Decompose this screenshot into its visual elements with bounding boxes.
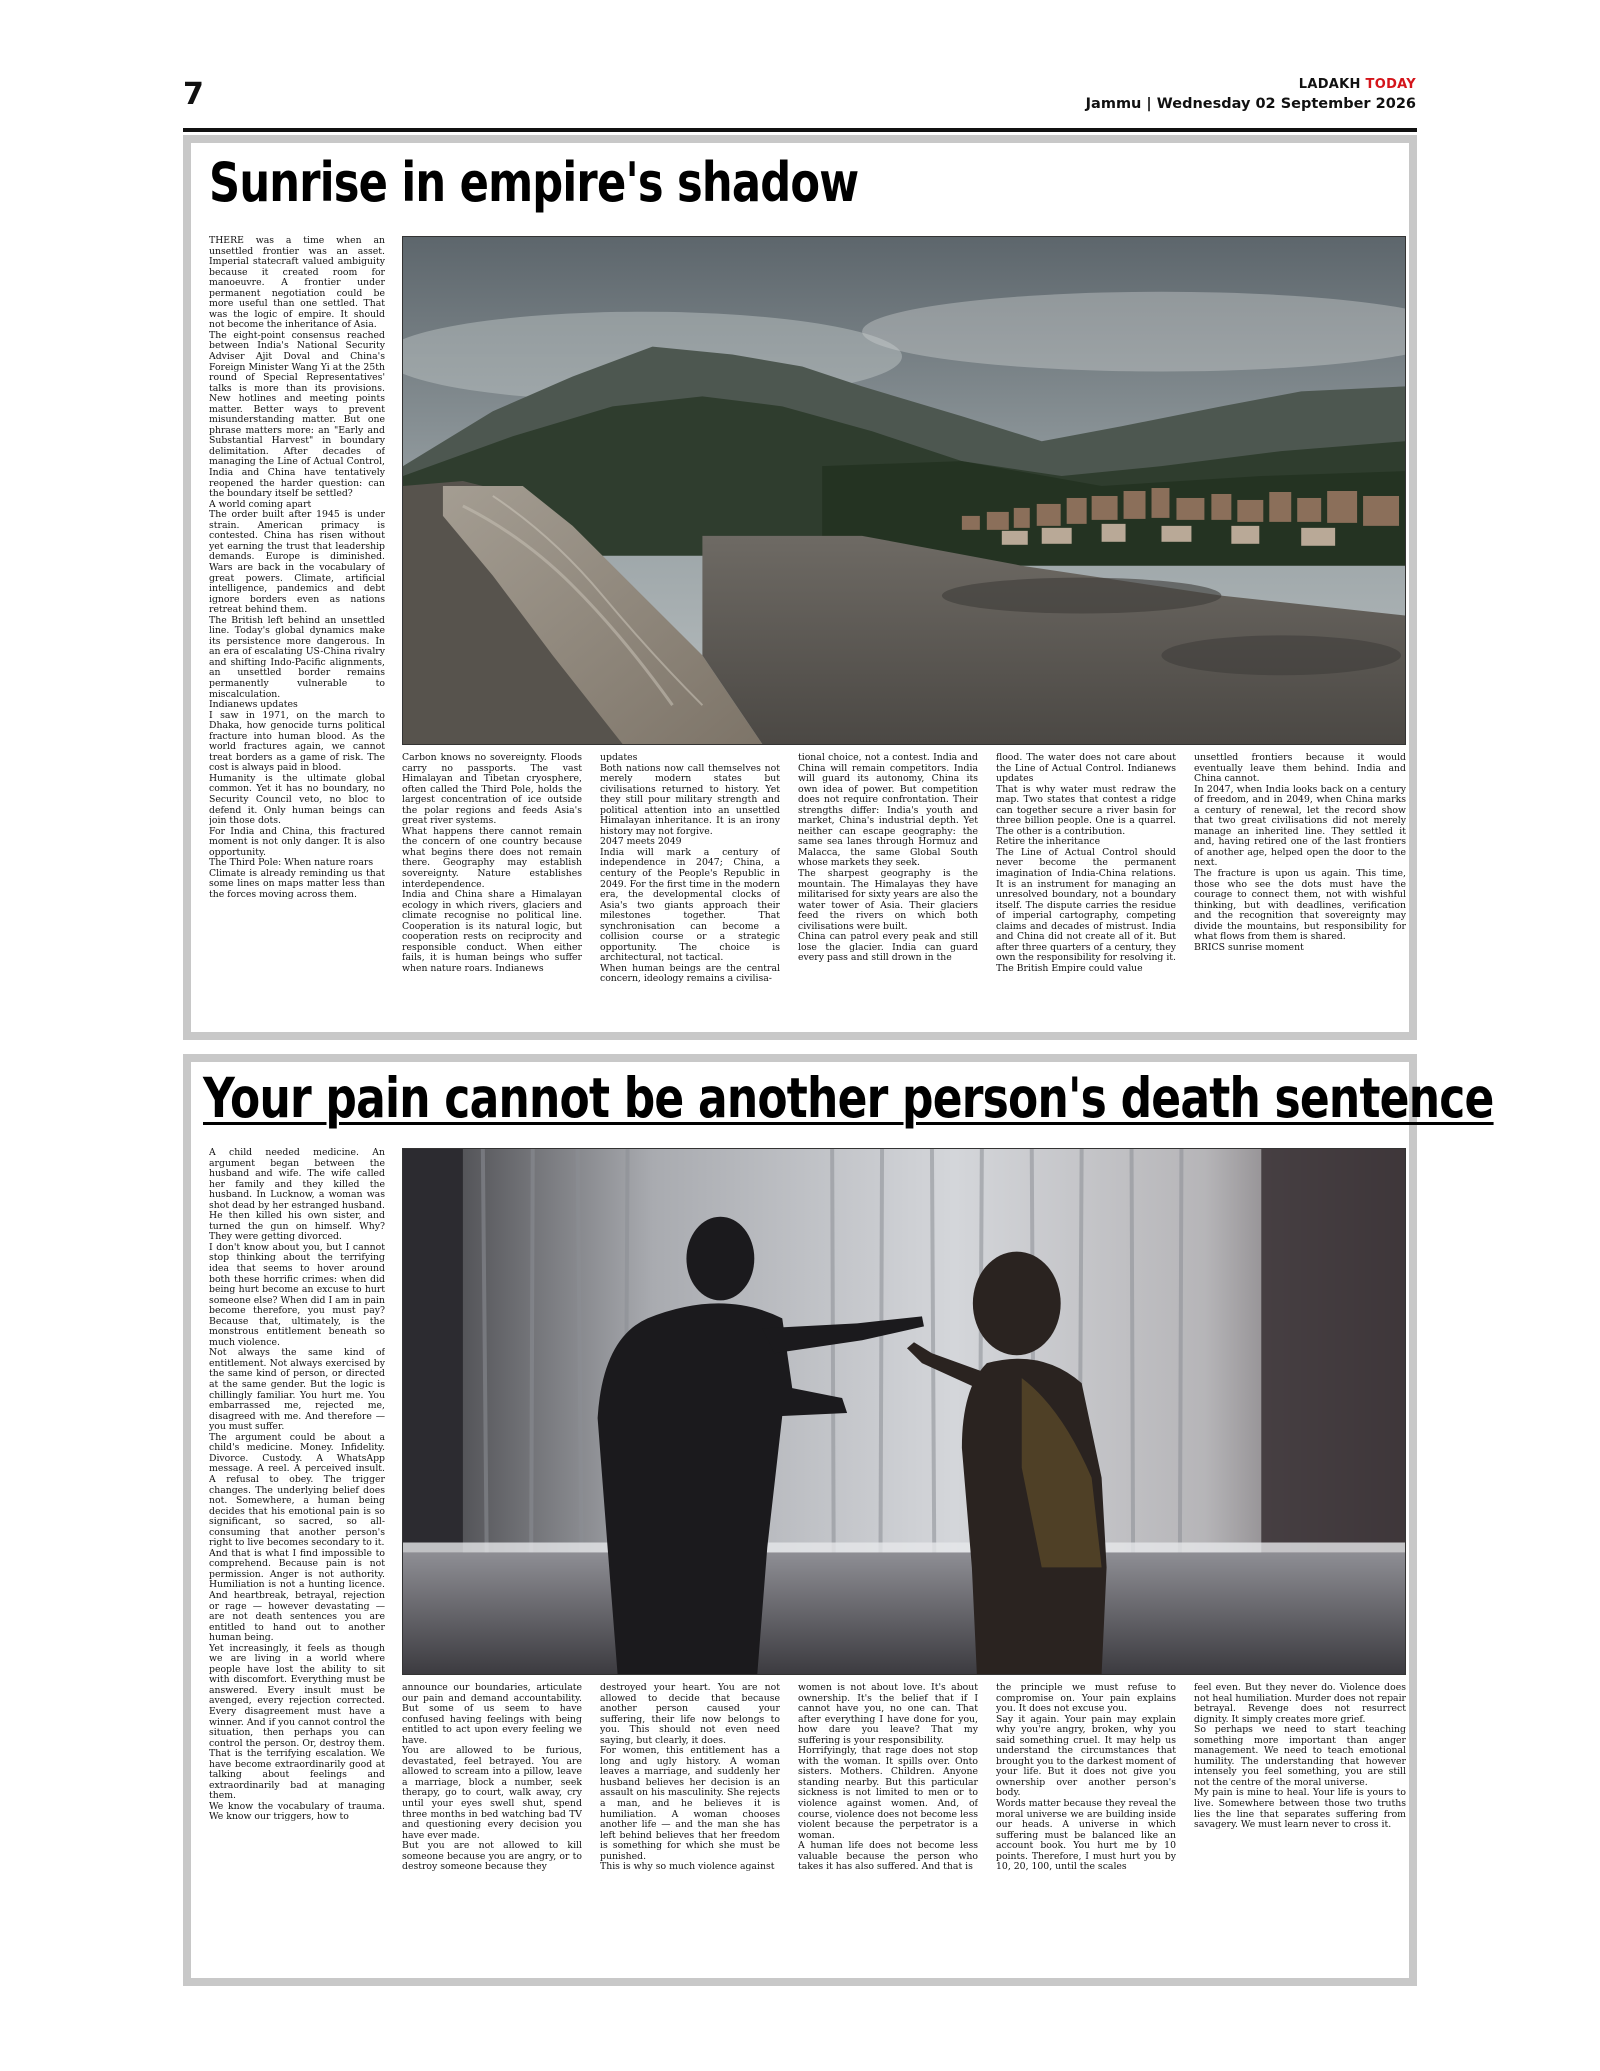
paragraph: The sharpest geography is the mountain. The Himalayas they have militarised for sixty years are also the water tower of Asia. Their glaciers feed the rivers on which both civilisations were built.	[798, 868, 978, 932]
paragraph: Indianews updates	[209, 699, 298, 711]
paragraph: BRICS sunrise moment	[1194, 941, 1304, 953]
paragraph: the principle we must refuse to compromise on. Your pain explains you. It does not excuse you.	[996, 1683, 1176, 1715]
paragraph: Yet increasingly, it feels as though we are living in a world where people have lost the ability to sit with discomfort. Everything must be answered. Every insult must be avenged, every rejection corrected. Every disagreement must have a winner. And if you cannot control the situation, then perhaps you can control the person. Or, destroy them. That is the terrifying escalation. We have become extraordinarily good at talking about feelings and extraordinarily bad at managing them.	[209, 1642, 385, 1802]
paragraph: women is not about love. It's about ownership. It's the belief that if I cannot have you, no one can. That after everything I have done for you, how dare you leave? That my suffering is your responsibility.	[798, 1683, 978, 1746]
paragraph: In 2047, when India looks back on a century of freedom, and in 2049, when China marks a century of renewal, let the record show that two great civilisations did not merely manage an inherited line. They settled it and, having retired one of the last frontiers of another age, helped open the door to the next.	[1194, 783, 1406, 869]
paragraph: China can patrol every peak and still lose the glacier. India can guard every pass and still drown in the	[798, 931, 978, 964]
paragraph: And that is what I find impossible to comprehend. Because pain is not permission. Anger is not authority. Humiliation is not a hunting licence. And heartbreak, betrayal, rejection or rage — however devastating — are not death sentences you are entitled to hand out to another human being.	[209, 1547, 385, 1644]
paragraph: announce our boundaries, articulate our pain and demand accountability. But some of us seem to have confused having feelings with being entitled to act upon every feeling we have.	[402, 1683, 582, 1746]
article-sunrise-column-5	[996, 753, 1176, 1030]
masthead	[1086, 76, 1416, 114]
paragraph: Not always the same kind of entitlement. Not always exercised by the same kind of person, or directed at the same gender. But the logic is chillingly familiar. You hurt me. You embarrassed me, rejected me, disagreed with me. And therefore — you must suffer.	[209, 1347, 385, 1433]
header-rule	[183, 128, 1417, 132]
paragraph: Horrifyingly, that rage does not stop with the woman. It spills over. Onto sisters. Mothers. Children. Anyone standing nearby. But this particular sickness is not limited to men or to violence against women. And, of course, violence does not become less violent because the perpetrator is a woman.	[798, 1745, 978, 1841]
article-pain-column-3	[600, 1683, 780, 1976]
paper-name-accent: TODAY	[1365, 77, 1416, 92]
paragraph: What happens there cannot remain the concern of one country because what begins there does not remain there. Geography may establish sovereignty. Nature establishes interdependence.	[402, 825, 582, 890]
paragraph: Say it again. Your pain may explain why you're angry, broken, why you said something cruel. It may help us understand the circumstances that brought you to the darkest moment of your life. But it does not give you ownership over another person's body.	[996, 1713, 1176, 1799]
paragraph: The British left behind an unsettled line. Today's global dynamics make its persistence more dangerous. In an era of escalating US-China rivalry and shifting Indo-Pacific alignments, an unsettled border remains permanently vulnerable to miscalculation.	[209, 614, 385, 700]
paragraph: Humanity is the ultimate global common. Yet it has no boundary, no Security Council veto, no bloc to defend it. Only human beings can join those dots.	[209, 772, 385, 827]
paragraph: India and China share a Himalayan ecology in which rivers, glaciers and climate recognise no political line. Cooperation is its natural logic, but cooperation rests on reciprocity and responsible conduct. When either fails, it is human beings who suffer when nature roars. Indianews	[402, 889, 582, 974]
article-sunrise-column-6	[1194, 753, 1406, 1030]
paragraph: A child needed medicine. An argument began between the husband and wife. The wife called her family and they killed the husband. In Lucknow, a woman was shot dead by her estranged husband. He then killed his own sister, and turned the gun on himself. Why? They were getting divorced.	[209, 1148, 385, 1243]
article-pain-headline: Your pain cannot be another person's death sentence	[203, 1066, 1494, 1130]
paragraph: THERE was a time when an unsettled frontier was an asset. Imperial statecraft valued ambiguity because it created room for manoeuvre. A frontier under permanent negotiation could be more useful than one settled. That was the logic of empire. It should not become the inheritance of Asia.	[209, 236, 385, 331]
paragraph: I saw in 1971, on the march to Dhaka, how genocide turns political fracture into human blood. As the world fractures again, we cannot treat borders as a game of risk. The cost is always paid in blood.	[209, 709, 385, 774]
paragraph: That is why water must redraw the map. Two states that contest a ridge can together secure a river basin for three billion people. One is a quarrel. The other is a contribution.	[996, 783, 1176, 837]
article-sunrise-column-4	[798, 753, 978, 1030]
paragraph: India will mark a century of independence in 2047; China, a century of the People's Republic in 2049. For the first time in the modern era, the developmental clocks of Asia's two giants approach their milestones together. That synchronisation can become a collision course or a strategic opportunity. The choice is architectural, not tactical.	[600, 846, 780, 964]
paper-name-main: LADAKH	[1298, 77, 1361, 92]
paragraph: updates	[600, 753, 638, 763]
article-sunrise-column-2	[402, 753, 582, 1030]
paragraph: Words matter because they reveal the moral universe we are building inside our heads. A universe in which suffering must be balanced like an account book. You hurt me by 10 points. Therefore, I must hurt you by 10, 20, 100, until the scales	[996, 1798, 1176, 1873]
paragraph: destroyed your heart. You are not allowed to decide that because another person caused your suffering, their life now belongs to you. This should not even need saying, but clearly, it does.	[600, 1683, 780, 1746]
article-pain-column-2	[402, 1683, 582, 1976]
paragraph: Both nations now call themselves not merely modern states but civilisations returned to history. Yet they still pour military strength and political attention into an unsettled Himalayan inheritance. It is an irony history may not forgive.	[600, 762, 780, 837]
paragraph: flood. The water does not care about the Line of Actual Control. Indianews updates	[996, 753, 1176, 785]
paragraph: feel even. But they never do. Violence does not heal humiliation. Murder does not repair betrayal. Revenge does not resurrect dignity. It simply creates more grief.	[1194, 1683, 1406, 1725]
paragraph: But you are not allowed to kill someone because you are angry, or to destroy someone because they	[402, 1840, 582, 1873]
article-pain-body	[191, 1062, 1494, 1978]
paragraph: tional choice, not a contest. India and China will remain competitors. India will guard its autonomy, China its own idea of power. But competition does not require confrontation. Their strengths differ: India's youth and market, China's industrial depth. Yet neither can escape geography: the same sea lanes through Hormuz and Malacca, the same Global South whose markets they seek.	[798, 753, 978, 869]
article-pain	[183, 1054, 1494, 1986]
flood-damaged-mountain-village-photo	[402, 236, 1406, 745]
paragraph: The eight-point consensus reached between India's National Security Adviser Ajit Doval and China's Foreign Minister Wang Yi at the 25th round of Special Representatives' talks is more than its provisions. New hotlines and meeting points matter. Better ways to prevent misunderstanding matter. But one phrase matters more: an "Early and Substantial Harvest" in boundary delimitation. After decades of managing the Line of Actual Control, India and China have tentatively reopened the harder question: can the boundary itself be settled?	[209, 329, 385, 500]
paragraph: Carbon knows no sovereignty. Floods carry no passports. The vast Himalayan and Tibetan cryosphere, often called the Third Pole, holds the largest concentration of ice outside the polar regions and feeds Asia's great river systems.	[402, 753, 582, 827]
paragraph: When human beings are the central concern, ideology remains a civilisa-	[600, 962, 780, 985]
paragraph: This is why so much violence against	[600, 1861, 775, 1873]
paragraph: For women, this entitlement has a long and ugly history. A woman leaves a marriage, and suddenly her husband believes her decision is an assault on his masculinity. She rejects a man, and he believes it is humiliation. A woman chooses another life — and the man she has left behind believes that her freedom is something for which she must be punished.	[600, 1745, 780, 1862]
paragraph: So perhaps we need to start teaching something more important than anger management. We need to teach emotional humility. The understanding that however intensely you feel something, you are still not the centre of the moral universe.	[1194, 1724, 1406, 1788]
article-sunrise-column-3	[600, 753, 780, 1030]
paragraph: A world coming apart	[209, 498, 312, 510]
paragraph: The Third Pole: When nature roars	[209, 857, 374, 869]
article-sunrise-headline: Sunrise in empire's shadow	[209, 151, 859, 214]
article-pain-column-6	[1194, 1683, 1406, 1976]
paragraph: The fracture is upon us again. This time, those who see the dots must have the courage to connect them, not with wishful thinking, but with deadlines, verification and the recognition that sovereignty may divide the mountains, but responsibility for what flows from them is shared.	[1194, 868, 1406, 943]
article-sunrise	[183, 135, 1417, 1040]
paragraph: You are allowed to be furious, devastated, feel betrayed. You are allowed to scream into a pillow, leave a marriage, block a number, seek therapy, go to court, walk away, cry until your eyes swell shut, spend three months in bed watching bad TV and questioning every decision you have ever made.	[402, 1745, 582, 1841]
paragraph: We know the vocabulary of trauma. We know our triggers, how to	[209, 1800, 385, 1823]
couple-arguing-silhouette-photo	[402, 1148, 1406, 1675]
article-sunrise-column-1	[209, 236, 385, 1030]
paragraph: unsettled frontiers because it would eventually leave them behind. India and China cannot.	[1194, 753, 1406, 785]
paragraph: 2047 meets 2049	[600, 836, 682, 848]
article-pain-column-4	[798, 1683, 978, 1976]
dateline: Jammu | Wednesday 02 September 2026	[1085, 96, 1416, 112]
paragraph: The Line of Actual Control should never become the permanent imagination of India-China relations. It is an instrument for managing an unresolved boundary, not a boundary itself. The dispute carries the residue of imperial cartography, competing claims and decades of mistrust. India and China did not create all of it. But after three quarters of a century, they own the responsibility for resolving it. The British Empire could value	[996, 846, 1176, 974]
paragraph: A human life does not become less valuable because the person who takes it has also suffered. And that is	[798, 1840, 978, 1873]
paragraph: For India and China, this fractured moment is not only danger. It is also opportunity.	[209, 825, 385, 858]
article-pain-column-5	[996, 1683, 1176, 1976]
paragraph: The argument could be about a child's medicine. Money. Infidelity. Divorce. Custody. A WhatsApp message. A reel. A perceived insult. A refusal to obey. The trigger changes. The underlying belief does not. Somewhere, a human being decides that his emotional pain is so significant, so sacred, so all-consuming that another person's right to live becomes secondary to it.	[209, 1431, 385, 1549]
paragraph: The order built after 1945 is under strain. American primacy is contested. China has risen without yet earning the trust that leadership demands. Europe is diminished. Wars are back in the vocabulary of great powers. Climate, artificial intelligence, pandemics and debt ignore borders even as nations retreat behind them.	[209, 509, 385, 616]
paragraph: Retire the inheritance	[996, 836, 1101, 848]
article-sunrise-body	[191, 143, 1409, 1032]
paragraph: My pain is mine to heal. Your life is yours to live. Somewhere between those two truths lies the line that separates suffering from savagery. We must learn never to cross it.	[1194, 1787, 1406, 1831]
paper-name	[1086, 76, 1416, 94]
page-number: 7	[183, 77, 204, 112]
paragraph: Climate is already reminding us that some lines on maps matter less than the forces moving across them.	[209, 867, 385, 900]
paragraph: I don't know about you, but I cannot stop thinking about the terrifying idea that seems to hover around both these horrific crimes: when did being hurt become an excuse to hurt someone else? When did I am in pain become therefore, you must pay? Because that, ultimately, is the monstrous entitlement beneath so much violence.	[209, 1241, 385, 1348]
article-pain-column-1	[209, 1148, 385, 1976]
